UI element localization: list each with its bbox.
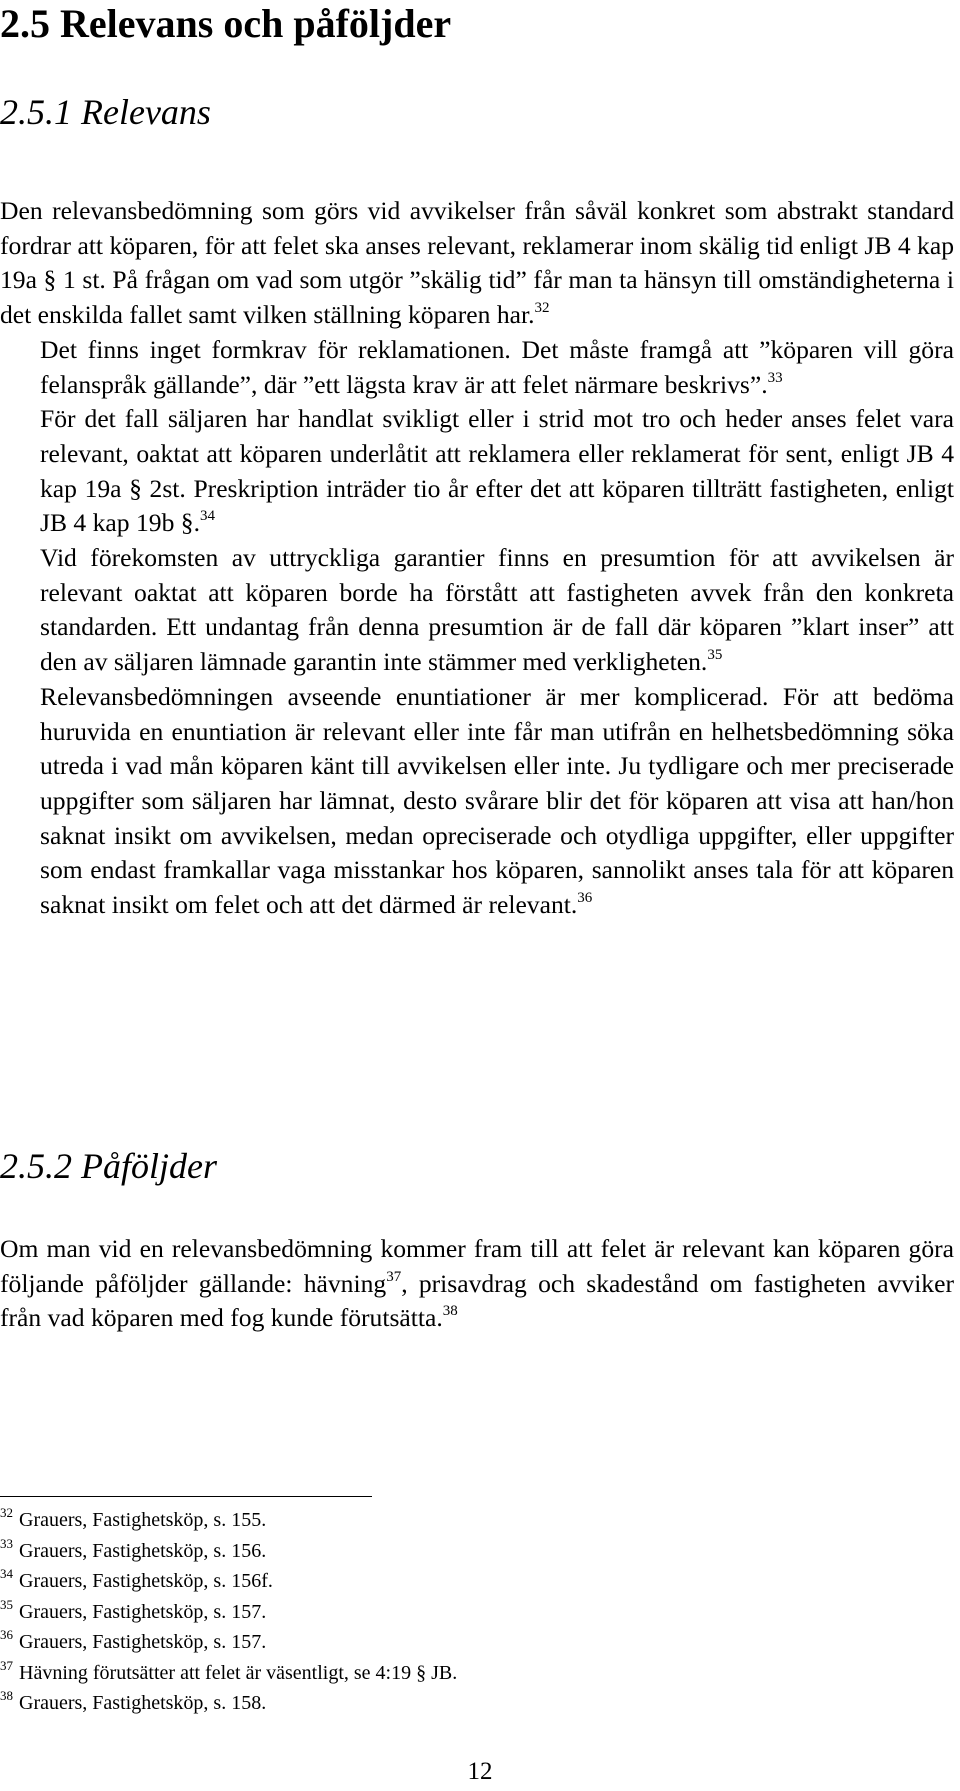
footnote-list xyxy=(0,1505,457,1719)
footnote-divider xyxy=(0,1496,372,1497)
footnote-number: 33 xyxy=(0,1535,13,1551)
footnote-ref: 32 xyxy=(534,300,550,317)
footnote-text: Grauers, Fastighetsköp, s. 155. xyxy=(19,1509,267,1531)
paragraph-text: För det fall säljaren har handlat svikligt eller i strid mot tro och heder anses felet vara relevant, oaktat att köparen underlåtit att reklamera eller reklamerat för sent, enligt JB 4 kap 19a § 2st. Preskription inträder tio år efter det att köparen tillträtt fastigheten, enligt JB 4 kap 19b §. xyxy=(40,404,954,538)
paragraph-text: Den relevansbedömning som görs vid avvikelser från såväl konkret som abstrakt standard fordrar att köparen, för att felet ska anses relevant, reklamerar inom skälig tid enligt JB 4 kap 19a § 1 st. På frågan om vad som utgör ”skälig tid” får man ta hänsyn till omständigheterna i det enskilda fallet samt vilken ställning köparen har. xyxy=(0,196,954,330)
footnote-ref: 38 xyxy=(442,1303,458,1320)
page-number: 12 xyxy=(467,1758,493,1785)
footnote xyxy=(0,1536,457,1567)
relevans-body xyxy=(0,194,954,923)
paragraph-text: Vid förekomsten av uttryckliga garantier finns en presumtion för att avvikelsen är relevant oaktat att köparen borde ha förstått att fastigheten avvek från den konkreta standarden. Ett undantag från denna presumtion är de fall där köparen ”klart inser” att den av säljaren lämnade garantin inte stämmer med verkligheten. xyxy=(40,543,954,677)
footnote-number: 38 xyxy=(0,1688,13,1703)
footnote-ref: 35 xyxy=(707,647,723,664)
paragraph xyxy=(0,680,954,923)
footnote-number: 36 xyxy=(0,1627,13,1642)
footnote-text: Grauers, Fastighetsköp, s. 156f. xyxy=(19,1570,273,1592)
footnote-ref: 37 xyxy=(386,1268,402,1285)
footnote-number: 37 xyxy=(0,1657,13,1673)
footnote-text: Grauers, Fastighetsköp, s. 156. xyxy=(19,1539,267,1562)
pafoljder-body xyxy=(0,1232,954,1336)
paragraph xyxy=(0,1232,954,1336)
footnote-ref: 36 xyxy=(577,890,593,907)
footnote-text: Grauers, Fastighetsköp, s. 157. xyxy=(19,1631,267,1653)
footnote-ref: 34 xyxy=(199,508,215,525)
footnote xyxy=(0,1597,457,1628)
paragraph-text: , prisavdrag och skadestånd om fastigheten avviker från vad köparen med fog kunde förutsätta. xyxy=(0,1268,954,1333)
footnote-number: 34 xyxy=(0,1566,13,1581)
paragraph xyxy=(0,402,954,541)
paragraph xyxy=(0,333,954,402)
section-heading: 2.5 Relevans och påföljder xyxy=(0,1,452,46)
paragraph xyxy=(0,541,954,680)
footnote xyxy=(0,1688,457,1719)
footnote-ref: 33 xyxy=(767,369,783,386)
footnote xyxy=(0,1505,457,1536)
subsection-heading-relevans: 2.5.1 Relevans xyxy=(0,92,211,132)
footnote xyxy=(0,1658,457,1689)
footnote-text: Grauers, Fastighetsköp, s. 157. xyxy=(19,1600,267,1623)
subsection-heading-pafoljder: 2.5.2 Påföljder xyxy=(0,1146,217,1186)
footnote-text: Grauers, Fastighetsköp, s. 158. xyxy=(19,1692,267,1714)
paragraph xyxy=(0,194,954,333)
footnote xyxy=(0,1566,457,1597)
footnote-text: Hävning förutsätter att felet är väsentligt, se 4:19 § JB. xyxy=(19,1661,458,1684)
paragraph-text: Det finns inget formkrav för reklamationen. Det måste framgå att ”köparen vill göra felanspråk gällande”, där ”ett lägsta krav är att felet närmare beskrivs”. xyxy=(40,334,954,399)
footnote xyxy=(0,1627,457,1658)
paragraph-text: Om man vid en relevansbedömning kommer fram till att felet är relevant kan köparen göra följande påföljder gällande: hävning xyxy=(0,1234,954,1298)
footnote-number: 35 xyxy=(0,1596,13,1612)
paragraph-text: Relevansbedömningen avseende enuntiationer är mer komplicerad. För att bedöma huruvida en enuntiation är relevant eller inte får man utifrån en helhetsbedömning söka utreda i vad mån köparen känt till avvikelsen eller inte. Ju tydligare och mer preciserade uppgifter som säljaren har lämnat, desto svårare blir det för köparen att visa att han/hon saknat insikt om avvikelsen, medan opreciserade och otydliga uppgifter, eller uppgifter som endast framkallar vaga misstankar hos köparen, sannolikt anses tala för att köparen saknat insikt om felet och att det därmed är relevant. xyxy=(40,681,954,920)
footnote-number: 32 xyxy=(0,1505,13,1520)
